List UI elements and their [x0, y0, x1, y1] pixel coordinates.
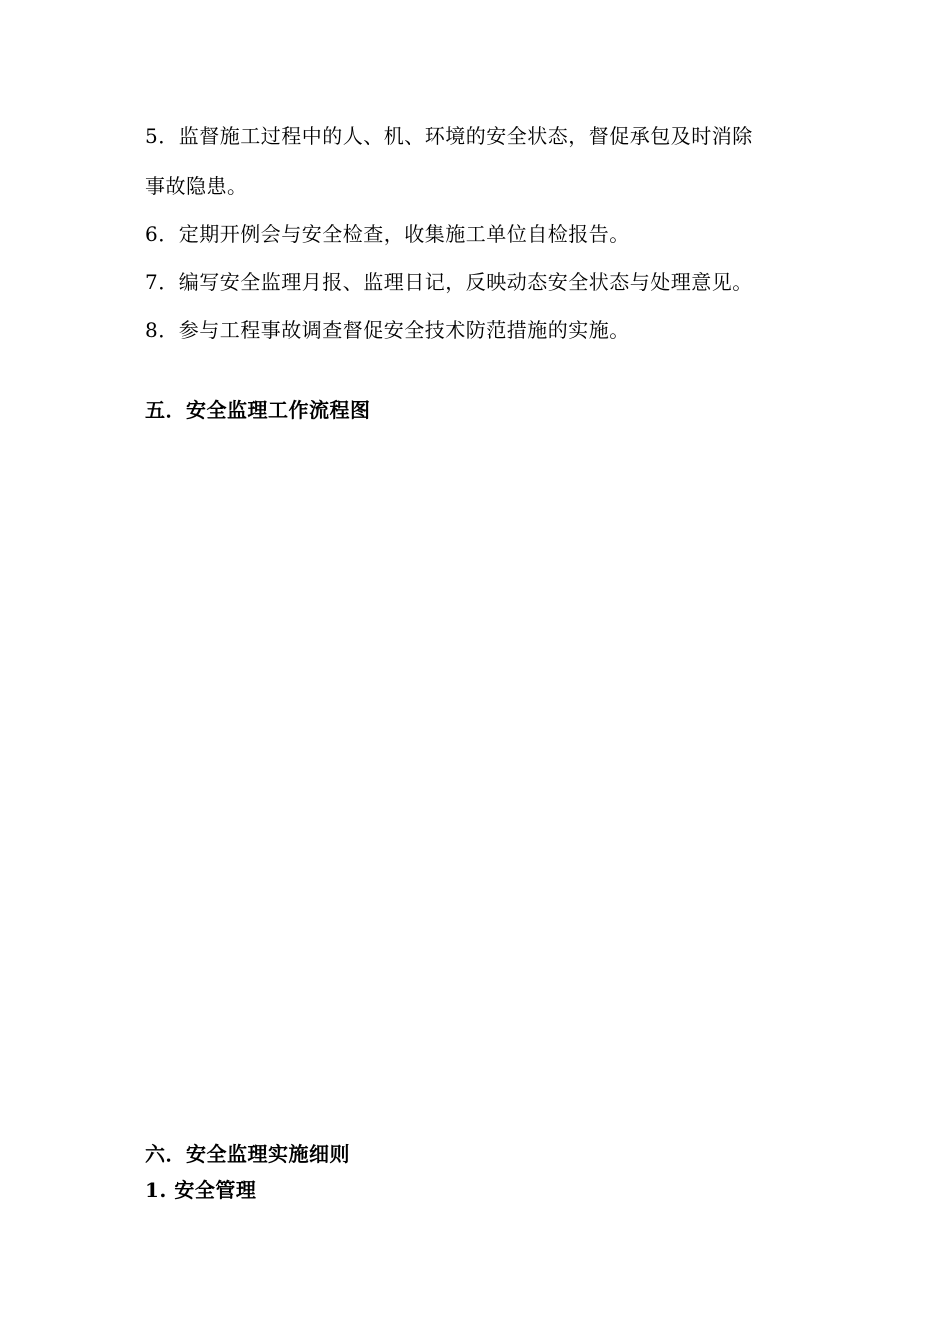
- list-item-5-continuation: 事故隐患。: [145, 174, 248, 198]
- section-6-heading: 六．安全监理实施细则: [145, 1142, 350, 1166]
- list-item-6: [145, 220, 630, 248]
- list-item-5: [145, 122, 753, 150]
- list-item-6-text: 定期开例会与安全检查，收集施工单位自检报告。: [178, 222, 630, 246]
- list-item-8-text: 参与工程事故调查督促安全技术防范措施的实施。: [178, 318, 630, 342]
- list-item-6-number: 6．: [145, 222, 179, 246]
- list-item-7: [145, 268, 753, 296]
- list-item-5-text: 监督施工过程中的人、机、环境的安全状态，督促承包及时消除: [178, 124, 753, 148]
- list-item-7-text: 编写安全监理月报、监理日记，反映动态安全状态与处理意见。: [178, 270, 753, 294]
- section-5-heading: 五．安全监理工作流程图: [145, 398, 371, 422]
- list-item-8-number: 8．: [145, 318, 179, 342]
- subsection-1-heading: 1. 安全管理: [145, 1178, 257, 1202]
- list-item-8: [145, 316, 630, 344]
- list-item-5-number: 5．: [145, 124, 179, 148]
- list-item-7-number: 7．: [145, 270, 179, 294]
- flowchart-placeholder: [145, 440, 805, 1120]
